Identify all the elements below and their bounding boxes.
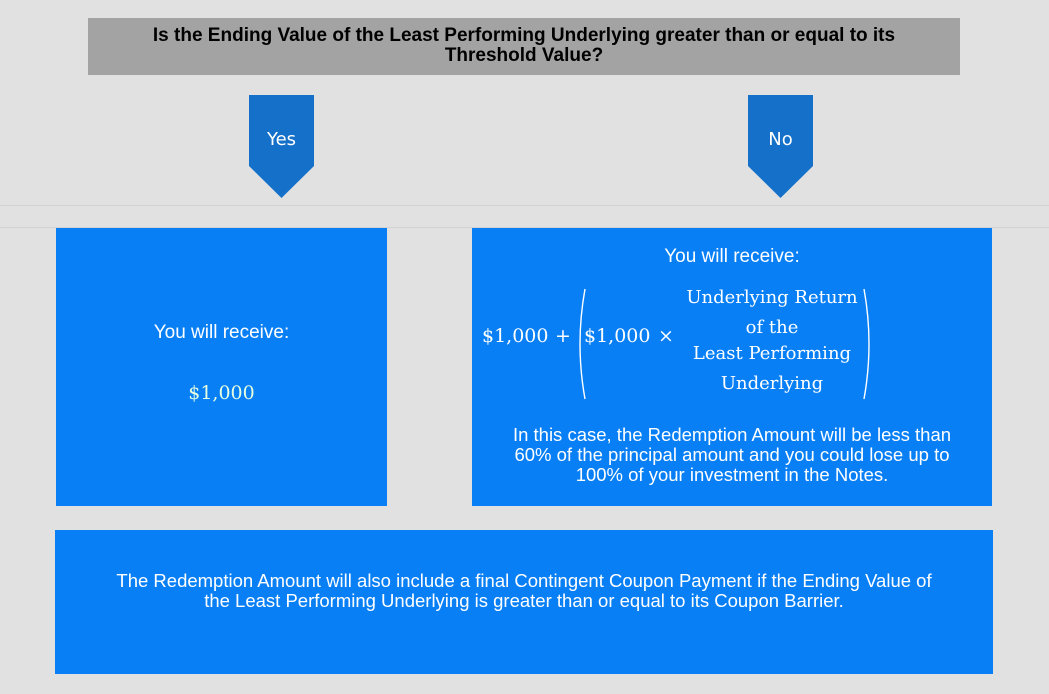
- question-line-1: Is the Ending Value of the Least Performing Underlying greater than or equal to its: [152, 25, 896, 46]
- coupon-note-line-1: The Redemption Amount will also include a final Contingent Coupon Payment if the Ending Value of: [116, 570, 932, 591]
- redemption-formula: [472, 228, 992, 408]
- fraction-line-1: Underlying Return: [686, 287, 858, 308]
- caption-line-1: In this case, the Redemption Amount will be less than: [512, 424, 952, 445]
- coupon-note-box: [55, 530, 993, 674]
- no-receive-label: You will receive:: [664, 246, 800, 267]
- yes-amount: $1,000: [188, 382, 255, 404]
- no-outcome-box: [472, 228, 992, 506]
- question-line-2: Threshold Value?: [444, 45, 604, 66]
- coupon-note-line-2: the Least Performing Underlying is greater than or equal to its Coupon Barrier.: [204, 590, 844, 611]
- coupon-note-text: [55, 571, 993, 611]
- formula-term-1: $1,000: [482, 325, 549, 347]
- formula-times: ×: [658, 325, 674, 347]
- no-arrow: [748, 95, 813, 198]
- no-label: No: [768, 129, 793, 150]
- caption-line-2: 60% of the principal amount and you could lose up to: [514, 444, 950, 465]
- loss-caption: [472, 425, 992, 485]
- right-paren-icon: [862, 288, 876, 400]
- yes-arrow: [249, 95, 314, 198]
- fraction-line-4: Underlying: [720, 373, 824, 394]
- formula-term-2: $1,000: [584, 325, 651, 347]
- yes-receive-label: You will receive:: [153, 322, 290, 343]
- question-banner: [88, 18, 960, 75]
- formula-plus: +: [555, 325, 571, 347]
- yes-outcome-box: [56, 228, 387, 506]
- fraction-line-2: of the: [745, 317, 799, 338]
- yes-label: Yes: [266, 129, 297, 150]
- fraction-line-3: Least Performing: [692, 343, 852, 364]
- divider-top: [0, 205, 1049, 206]
- caption-line-3: 100% of your investment in the Notes.: [575, 464, 889, 485]
